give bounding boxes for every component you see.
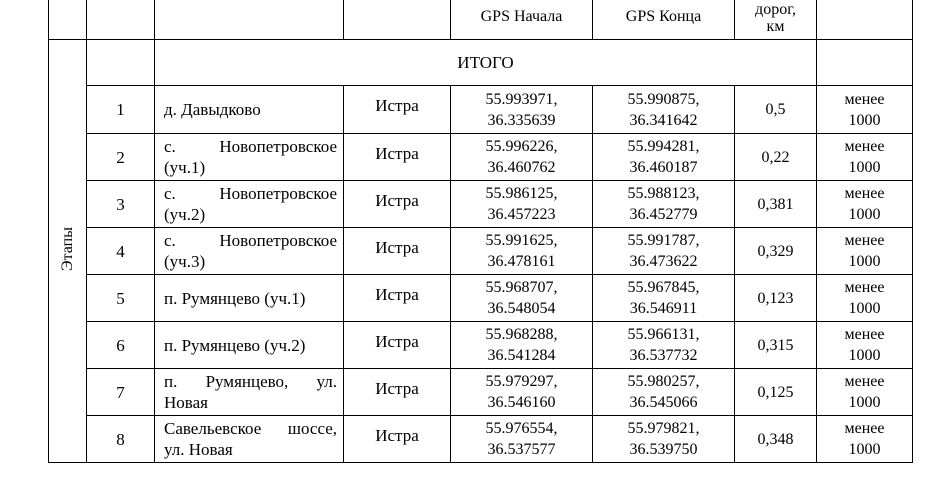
total-row <box>49 40 913 86</box>
capacity-line1: менее <box>844 90 885 108</box>
gps-start-lon: 36.460762 <box>487 159 556 176</box>
total-label: ИТОГО <box>155 40 817 86</box>
capacity-line1: менее <box>844 373 885 390</box>
row-length-text: 0,315 <box>757 336 794 354</box>
capacity-line2: 1000 <box>848 394 881 411</box>
row-gps-end <box>593 228 735 275</box>
gps-end-lon: 36.539750 <box>629 441 698 458</box>
capacity-line1: менее <box>844 326 885 343</box>
gps-start-lon: 36.546160 <box>487 394 556 411</box>
row-city <box>344 228 451 275</box>
row-city <box>344 134 451 181</box>
table-row <box>49 86 913 134</box>
row-address-text: с. Новопетровское (уч.1) <box>164 137 337 177</box>
gps-end-lon: 36.460187 <box>629 159 698 176</box>
row-address-text: с. Новопетровское (уч.2) <box>164 184 337 224</box>
header-gps-start: GPS Начала <box>451 0 593 40</box>
header-blank <box>49 0 87 40</box>
row-length <box>735 228 817 275</box>
row-address <box>155 181 344 228</box>
capacity-line2: 1000 <box>848 347 881 364</box>
row-city-text: Истра <box>375 96 419 115</box>
row-city-text: Истра <box>375 285 419 304</box>
capacity-line2: 1000 <box>848 206 881 223</box>
gps-end-lat: 55.966131, <box>627 326 700 343</box>
row-gps-start <box>451 86 593 134</box>
row-city-text: Истра <box>375 379 419 398</box>
roads-table <box>48 0 913 463</box>
row-length <box>735 134 817 181</box>
table-row <box>49 416 913 463</box>
row-length-text: 0,22 <box>761 148 790 166</box>
gps-start-lon: 36.335639 <box>487 111 556 129</box>
capacity-line1: менее <box>844 420 885 437</box>
row-number <box>87 369 155 416</box>
gps-end-lat: 55.988123, <box>627 185 700 202</box>
header-length <box>735 0 817 40</box>
gps-end-lat: 55.994281, <box>627 138 700 155</box>
gps-start-lon: 36.537577 <box>487 441 556 458</box>
capacity-line2: 1000 <box>848 111 881 129</box>
stages-label: Этапы <box>59 226 76 271</box>
row-number <box>87 416 155 463</box>
row-address <box>155 369 344 416</box>
gps-start-lat: 55.968288, <box>485 326 558 343</box>
header-address <box>155 0 344 40</box>
row-capacity <box>817 181 913 228</box>
row-gps-start <box>451 228 593 275</box>
table-row <box>49 228 913 275</box>
gps-start-lon: 36.548054 <box>487 300 556 317</box>
row-length-text: 0,381 <box>757 195 794 213</box>
row-capacity <box>817 228 913 275</box>
gps-start-lat: 55.986125, <box>485 185 558 202</box>
gps-end-lon: 36.546911 <box>629 300 698 317</box>
row-capacity <box>817 369 913 416</box>
table-row <box>49 322 913 369</box>
row-gps-end <box>593 369 735 416</box>
capacity-line1: менее <box>844 232 885 249</box>
capacity-line2: 1000 <box>848 441 881 458</box>
row-gps-end <box>593 134 735 181</box>
row-gps-start <box>451 181 593 228</box>
row-length-text: 0,348 <box>757 430 794 448</box>
capacity-line2: 1000 <box>848 159 881 176</box>
row-length-text: 0,123 <box>757 289 794 307</box>
row-number <box>87 322 155 369</box>
row-address-text: п. Румянцево (уч.2) <box>164 335 306 355</box>
row-city <box>344 322 451 369</box>
row-number-text: 3 <box>116 194 125 214</box>
row-number-text: 4 <box>116 241 125 261</box>
gps-start-lon: 36.457223 <box>487 206 556 223</box>
row-capacity <box>817 86 913 134</box>
row-length <box>735 275 817 322</box>
row-city-text: Истра <box>375 238 419 257</box>
gps-end-lat: 55.980257, <box>627 373 700 390</box>
row-number-text: 2 <box>116 147 125 167</box>
row-number-text: 8 <box>116 429 125 449</box>
row-capacity <box>817 134 913 181</box>
total-capacity-blank <box>817 40 913 86</box>
capacity-line1: менее <box>844 185 885 202</box>
row-capacity <box>817 322 913 369</box>
row-address <box>155 275 344 322</box>
row-city-text: Истра <box>375 426 419 445</box>
gps-start-lat: 55.979297, <box>485 373 558 390</box>
row-number-text: 5 <box>116 288 125 308</box>
row-length <box>735 181 817 228</box>
row-address-text: с. Новопетровское (уч.3) <box>164 231 337 271</box>
gps-start-lon: 36.478161 <box>487 253 556 270</box>
row-gps-end <box>593 416 735 463</box>
row-gps-start <box>451 416 593 463</box>
row-gps-start <box>451 134 593 181</box>
row-city-text: Истра <box>375 144 419 163</box>
row-length <box>735 416 817 463</box>
row-length <box>735 369 817 416</box>
row-city <box>344 369 451 416</box>
row-city-text: Истра <box>375 191 419 210</box>
row-address <box>155 322 344 369</box>
table-row <box>49 369 913 416</box>
header-length-line1: дорог, <box>755 1 796 18</box>
row-city <box>344 275 451 322</box>
row-city <box>344 86 451 134</box>
row-address <box>155 86 344 134</box>
gps-start-lat: 55.991625, <box>485 232 558 249</box>
row-gps-start <box>451 369 593 416</box>
row-length-text: 0,5 <box>765 101 786 118</box>
stages-side-cell <box>49 40 87 463</box>
gps-end-lon: 36.473622 <box>629 253 698 270</box>
header-gps-end: GPS Конца <box>593 0 735 40</box>
header-capacity <box>817 0 913 40</box>
row-address-text: п. Румянцево, ул. Новая <box>164 372 337 412</box>
gps-end-lat: 55.991787, <box>627 232 700 249</box>
header-city <box>344 0 451 40</box>
row-gps-start <box>451 275 593 322</box>
header-length-line2: км <box>766 18 785 35</box>
gps-end-lon: 36.537732 <box>629 347 698 364</box>
table-row <box>49 275 913 322</box>
total-blank <box>87 40 155 86</box>
row-length-text: 0,125 <box>757 383 794 401</box>
row-capacity <box>817 275 913 322</box>
row-address-text: д. Давыдково <box>164 100 261 119</box>
row-number <box>87 228 155 275</box>
row-gps-end <box>593 86 735 134</box>
gps-end-lon: 36.452779 <box>629 206 698 223</box>
gps-end-lon: 36.341642 <box>629 111 698 129</box>
gps-end-lat: 55.979821, <box>627 420 700 437</box>
row-gps-end <box>593 322 735 369</box>
row-address <box>155 228 344 275</box>
gps-start-lat: 55.996226, <box>485 138 558 155</box>
row-number-text: 7 <box>116 382 125 402</box>
row-address-text: Савельевское шоссе, ул. Новая <box>164 419 337 459</box>
table-row <box>49 181 913 228</box>
row-number <box>87 134 155 181</box>
gps-end-lon: 36.545066 <box>629 394 698 411</box>
row-city <box>344 181 451 228</box>
table-row <box>49 134 913 181</box>
capacity-line1: менее <box>844 138 885 155</box>
row-city-text: Истра <box>375 332 419 351</box>
row-address-text: п. Румянцево (уч.1) <box>164 288 306 308</box>
row-city <box>344 416 451 463</box>
row-length <box>735 322 817 369</box>
header-row <box>49 0 913 40</box>
gps-end-lat: 55.967845, <box>627 279 700 296</box>
capacity-line2: 1000 <box>848 253 881 270</box>
row-capacity <box>817 416 913 463</box>
row-number <box>87 275 155 322</box>
row-gps-end <box>593 275 735 322</box>
gps-end-lat: 55.990875, <box>627 90 700 108</box>
row-number-text: 1 <box>116 100 125 119</box>
gps-start-lat: 55.976554, <box>485 420 558 437</box>
header-number <box>87 0 155 40</box>
row-address <box>155 134 344 181</box>
row-gps-start <box>451 322 593 369</box>
row-address <box>155 416 344 463</box>
row-length <box>735 86 817 134</box>
gps-start-lon: 36.541284 <box>487 347 556 364</box>
row-number <box>87 86 155 134</box>
gps-start-lat: 55.993971, <box>485 90 558 108</box>
capacity-line1: менее <box>844 279 885 296</box>
capacity-line2: 1000 <box>848 300 881 317</box>
row-number <box>87 181 155 228</box>
row-length-text: 0,329 <box>757 242 794 260</box>
row-gps-end <box>593 181 735 228</box>
row-number-text: 6 <box>116 335 125 355</box>
gps-start-lat: 55.968707, <box>485 279 558 296</box>
